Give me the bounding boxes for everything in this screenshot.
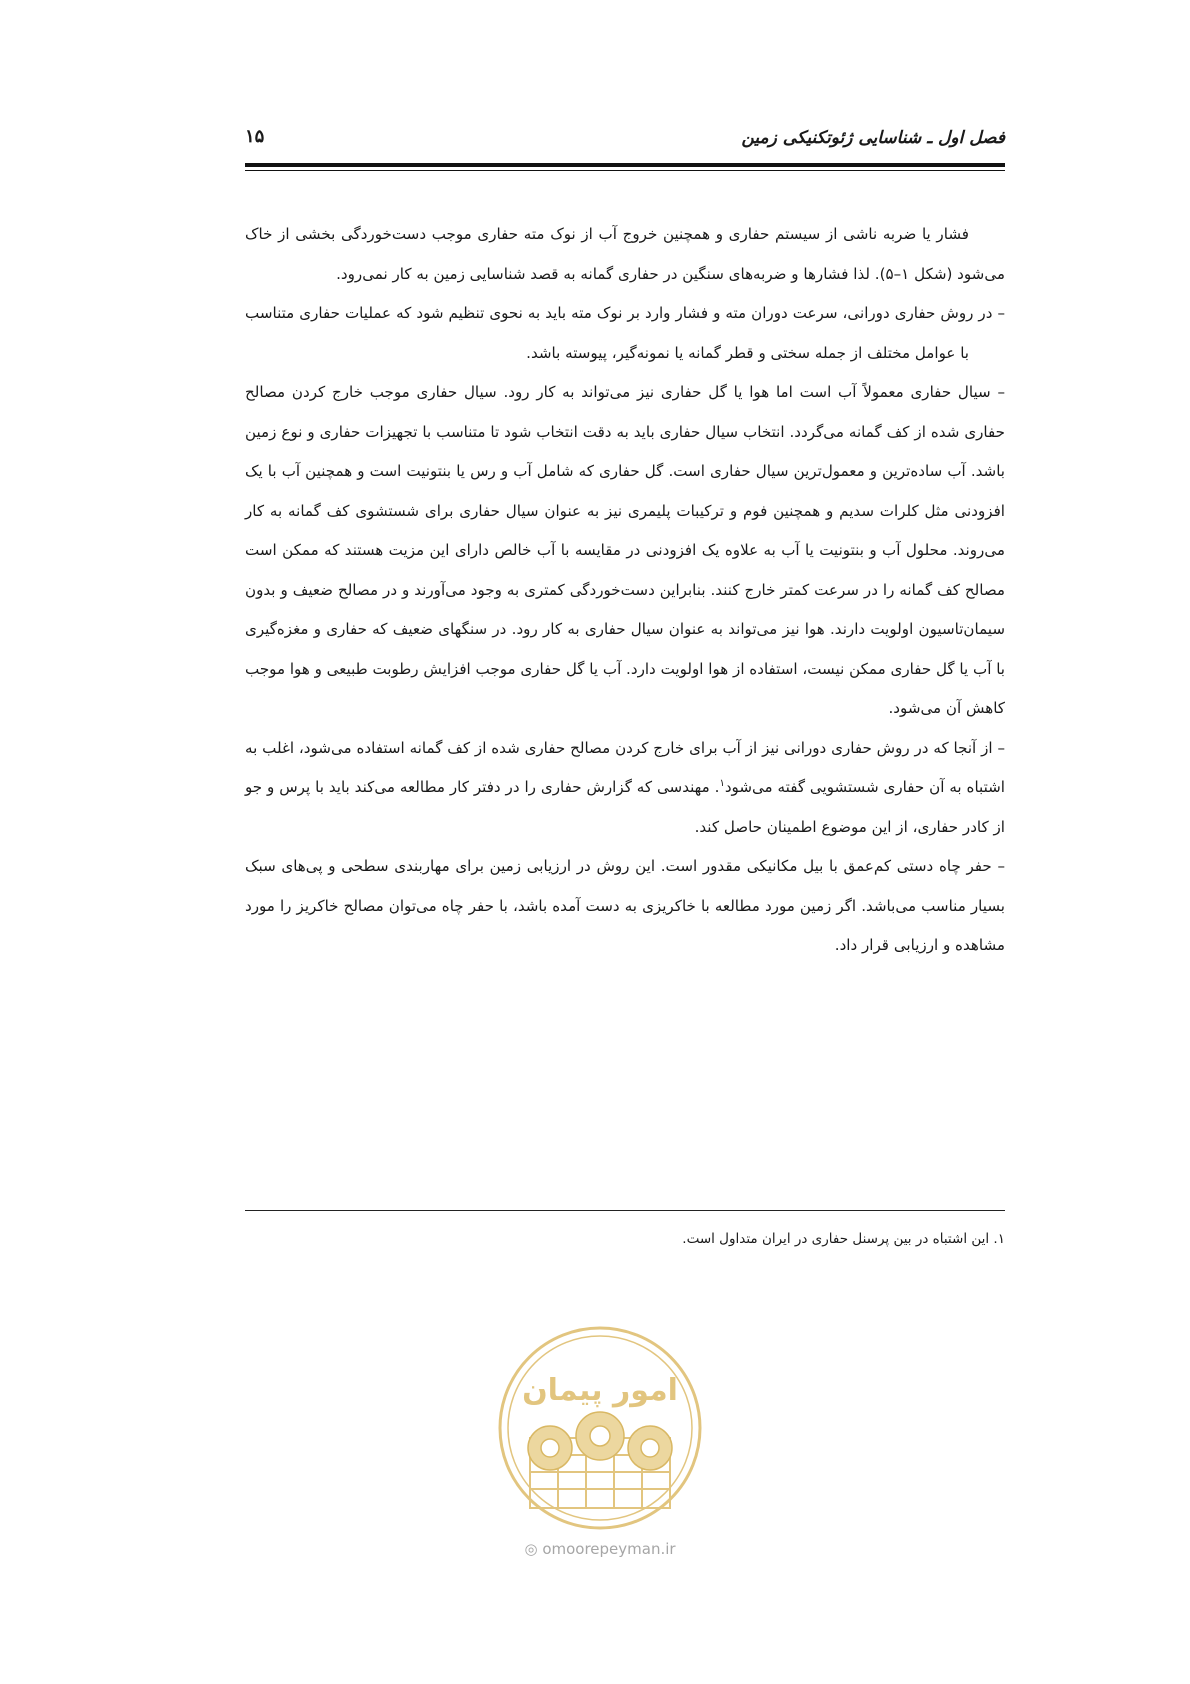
footnote-separator	[245, 1210, 1005, 1211]
footnote: ۱. این اشتباه در بین پرسنل حفاری در ایران متداول است.	[682, 1231, 1005, 1247]
watermark-url	[490, 1540, 710, 1558]
watermark-url-text: omoorepeyman.ir	[542, 1540, 676, 1558]
paragraph-drilling-fluid: – سیال حفاری معمولاً آب است اما هوا یا گل حفاری نیز می‌تواند به کار رود. سیال حفاری موجب خارج کردن مصالح حفاری شده از کف گمانه می‌گردد. انتخاب سیال حفاری باید به دقت انتخاب شود تا متناسب با تجهیزات حفاری و نوع زمین باشد. آب ساده‌ترین و معمول‌ترین سیال حفاری است. گل حفاری که شامل آب و رس یا بنتونیت است و همچنین آب با یک افزودنی مثل کلرات سدیم و همچنین فوم و ترکیبات پلیمری نیز به عنوان سیال حفاری برای شستشوی کف گمانه به کار می‌روند. محلول آب و بنتونیت یا آب به علاوه یک افزودنی در مقایسه با آب خالص دارای این مزیت هستند که ممکن است مصالح کف گمانه را در سرعت کمتر خارج کنند. بنابراین دست‌خوردگی کمتری به وجود می‌آورند و در مصالح ضعیف و بدون سیمان‌تاسیون اولویت دارند. هوا نیز می‌تواند به عنوان سیال حفاری به کار رود. در سنگهای ضعیف که حفاری و مغزه‌گیری با آب یا گل حفاری ممکن نیست، استفاده از هوا اولویت دارد. آب یا گل حفاری موجب افزایش رطوبت طبیعی و هوا موجب کاهش آن می‌شود.	[245, 383, 1005, 717]
footnote-marker: ۱	[719, 777, 725, 789]
chapter-title: فصل اول ـ شناسایی ژئوتکنیکی زمین	[741, 128, 1005, 148]
wash-boring-text-a: – از آنجا که در روش حفاری دورانی نیز از آب برای خارج کردن مصالح حفاری شده از کف گمانه استفاده می‌شود، اغلب به اشتباه به آن حفاری شستشویی گفته می‌شود	[245, 738, 1005, 796]
paragraph-wash-boring	[245, 729, 1005, 848]
watermark-logo-text: امور پیمان	[522, 1373, 678, 1408]
running-header	[245, 118, 1005, 158]
paragraph-intro: فشار یا ضربه ناشی از سیستم حفاری و همچنین خروج آب از نوک مته حفاری موجب دست‌خوردگی بخشی از خاک می‌شود (شکل ۱–۵). لذا فشارها و ضربه‌های سنگین در حفاری گمانه به قصد شناسایی زمین به کار نمی‌رود.	[245, 225, 1005, 283]
header-rule-thick	[245, 163, 1005, 167]
header-rule-thin	[245, 170, 1005, 171]
body-text	[245, 215, 1005, 966]
page-number: ۱۵	[245, 126, 265, 147]
paragraph-rotary-speed: – در روش حفاری دورانی، سرعت دوران مته و فشار وارد بر نوک مته باید به نحوی تنظیم شود که عملیات حفاری متناسب با عوامل مختلف از جمله سختی و قطر گمانه یا نمونه‌گیر، پیوسته باشد.	[245, 304, 1005, 362]
watermark-logo-icon	[490, 1318, 710, 1538]
at-icon: ◎	[524, 1540, 538, 1558]
wash-boring-text-b: . مهندسی که گزارش حفاری را در دفتر کار مطالعه می‌کند باید با پرس و جو از کادر حفاری، از این موضوع اطمینان حاصل کند.	[245, 778, 1005, 836]
paragraph-hand-pit: – حفر چاه دستی کم‌عمق با بیل مکانیکی مقدور است. این روش در ارزیابی زمین برای مهاربندی سطحی و پی‌های سبک بسیار مناسب می‌باشد. اگر زمین مورد مطالعه با خاکریزی به دست آمده باشد، با حفر چاه می‌توان مصالح خاکریز را مورد مشاهده و ارزیابی قرار داد.	[245, 857, 1005, 954]
